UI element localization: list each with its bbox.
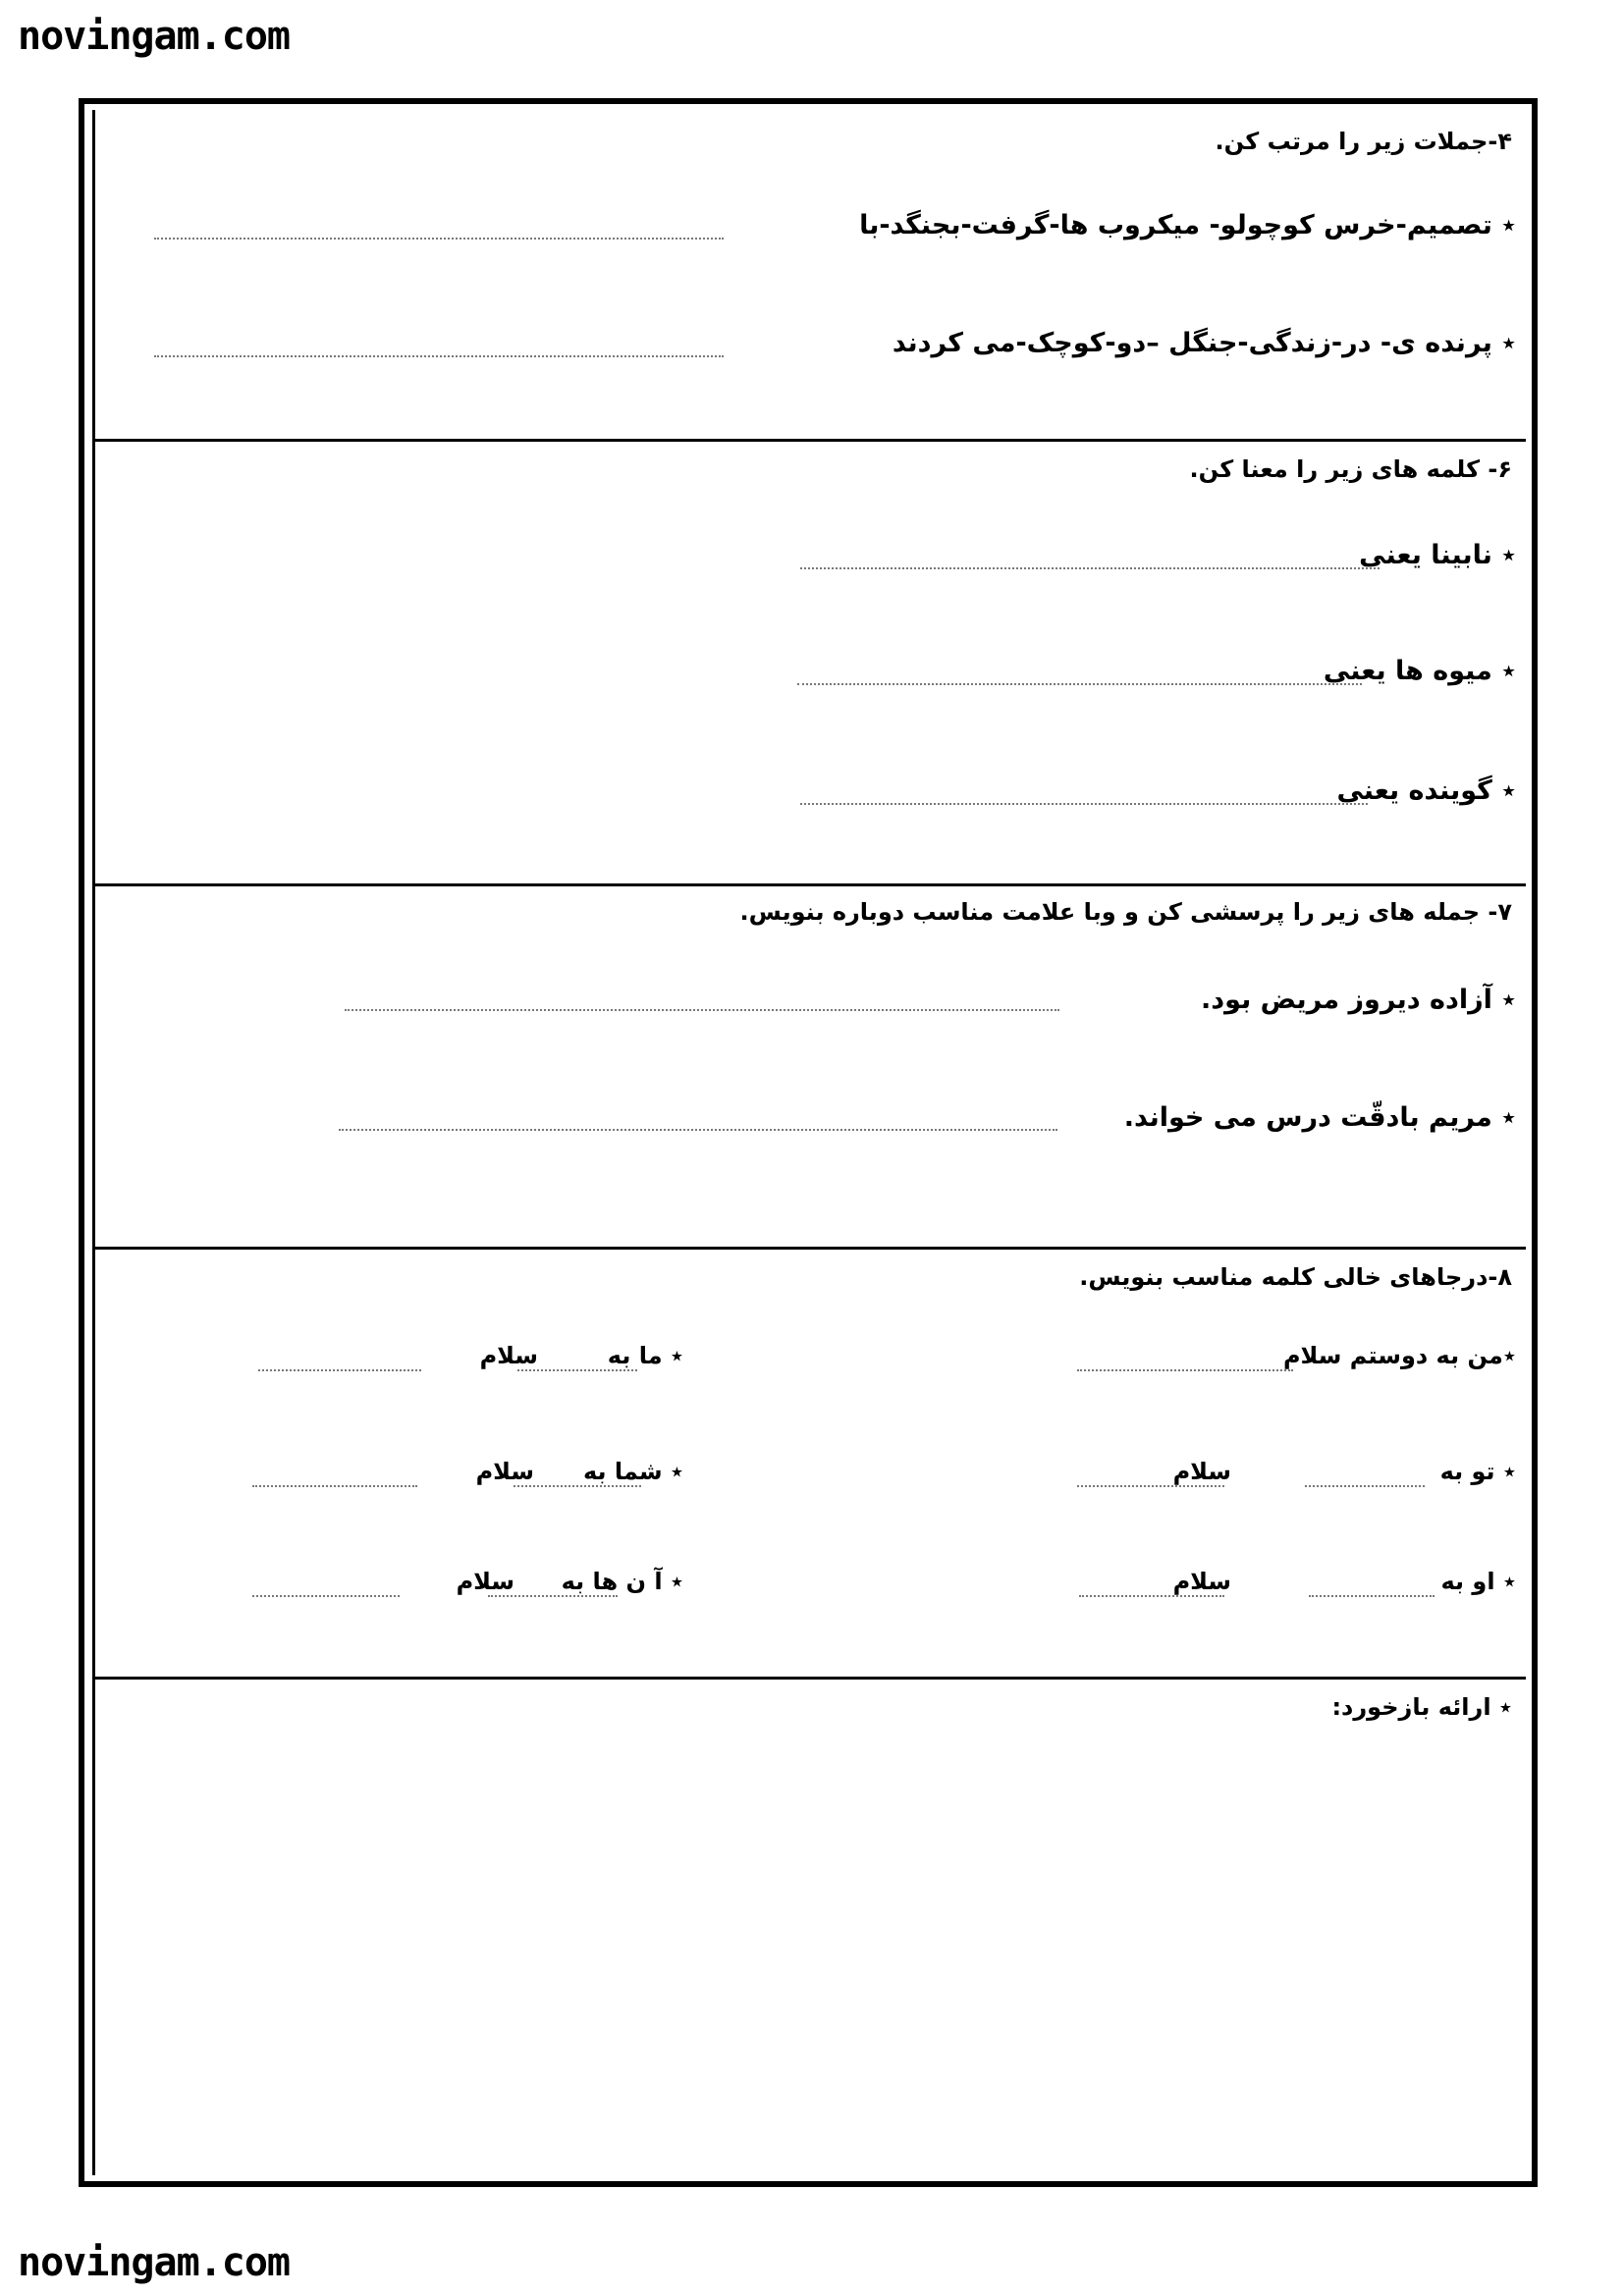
blank-line[interactable] xyxy=(1309,1595,1435,1597)
blank-line[interactable] xyxy=(252,1595,400,1597)
question-6-section xyxy=(95,442,1526,886)
question-8-left-row-1-a: ٭ ما به xyxy=(607,1342,683,1369)
question-4-title: ۴-جملات زیر را مرتب کن. xyxy=(1215,128,1512,155)
question-8-left-row-2-a: ٭ شما به xyxy=(582,1458,683,1485)
question-4-section xyxy=(95,110,1526,442)
question-8-left-row-1-b: سلام xyxy=(479,1342,538,1369)
question-8-left-row-2-b: سلام xyxy=(475,1458,534,1485)
question-8-left-row-3-a: ٭ آ ن ها به xyxy=(561,1568,683,1595)
question-7-section xyxy=(95,886,1526,1250)
blank-line[interactable] xyxy=(1077,1369,1293,1371)
feedback-title: ٭ ارائه بازخورد: xyxy=(1331,1693,1512,1721)
feedback-section xyxy=(95,1680,1526,2170)
question-8-right-row-3-b: سلام xyxy=(1172,1568,1231,1595)
question-6-item-3: ٭ گوینده یعنی xyxy=(1336,775,1516,806)
answer-line[interactable] xyxy=(339,1129,1057,1131)
question-6-item-1: ٭ نابینا یعنی xyxy=(1359,540,1516,570)
answer-line[interactable] xyxy=(797,683,1362,685)
answer-line[interactable] xyxy=(345,1009,1059,1011)
question-7-item-1: ٭ آزاده دیروز مریض بود. xyxy=(1201,985,1516,1015)
question-8-right-row-1: ٭من به دوستم سلام xyxy=(1282,1342,1516,1369)
question-7-title: ۷- جمله های زیر را پرسشی کن و وبا علامت مناسب دوباره بنویس. xyxy=(739,898,1512,926)
question-7-item-2: ٭ مریم بادقّت درس می خواند. xyxy=(1123,1102,1516,1133)
blank-line[interactable] xyxy=(1077,1485,1224,1487)
question-4-item-1: ٭ تصمیم-خرس کوچولو- میکروب ها-گرفت-بجنگد-با xyxy=(859,210,1516,240)
worksheet-frame xyxy=(79,98,1538,2187)
question-8-right-row-2-b: سلام xyxy=(1172,1458,1231,1485)
watermark-top: novingam.com xyxy=(18,14,290,59)
question-8-left-row-3-b: سلام xyxy=(456,1568,514,1595)
question-6-item-2: ٭ میوه ها یعنی xyxy=(1323,656,1516,686)
answer-line[interactable] xyxy=(154,355,724,357)
blank-line[interactable] xyxy=(1079,1595,1224,1597)
question-8-right-row-2-a: ٭ تو به xyxy=(1439,1458,1516,1485)
answer-line[interactable] xyxy=(800,803,1368,805)
question-6-title: ۶- کلمه های زیر را معنا کن. xyxy=(1189,455,1512,483)
blank-line[interactable] xyxy=(258,1369,421,1371)
question-4-item-2: ٭ پرنده ی- در-زندگی-جنگل –دو-کوچک-می کردند xyxy=(892,328,1516,358)
blank-line[interactable] xyxy=(517,1369,637,1371)
answer-line[interactable] xyxy=(800,567,1380,569)
question-8-title: ۸-درجاهای خالی کلمه مناسب بنویس. xyxy=(1079,1263,1512,1291)
blank-line[interactable] xyxy=(488,1595,618,1597)
worksheet-inner-frame xyxy=(92,110,1526,2175)
question-8-section xyxy=(95,1250,1526,1680)
answer-line[interactable] xyxy=(154,238,724,240)
blank-line[interactable] xyxy=(1305,1485,1425,1487)
watermark-bottom: novingam.com xyxy=(18,2240,290,2285)
blank-line[interactable] xyxy=(514,1485,641,1487)
question-8-right-row-3-a: ٭ او به xyxy=(1440,1568,1516,1595)
blank-line[interactable] xyxy=(252,1485,417,1487)
